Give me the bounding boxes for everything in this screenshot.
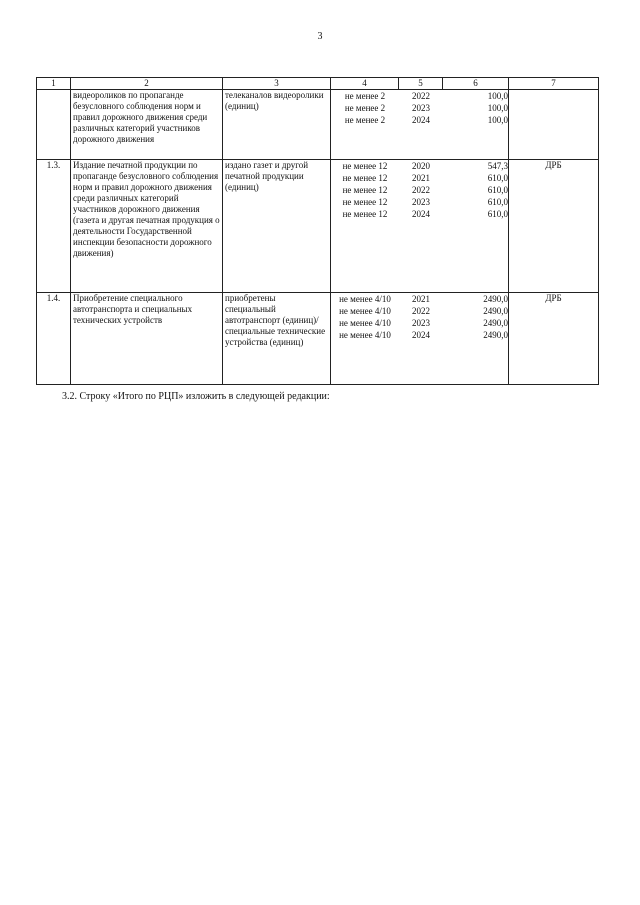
- target-value: не менее 4/10: [339, 330, 391, 340]
- amount-value: 100,0: [487, 91, 508, 101]
- row-number: 1.4.: [37, 293, 71, 385]
- year-row: [331, 91, 508, 103]
- executor: ДРБ: [509, 160, 599, 293]
- table-row: [37, 160, 599, 293]
- header-cell: 6: [443, 78, 509, 90]
- target-value: не менее 12: [342, 197, 388, 207]
- target-value: не менее 4/10: [339, 318, 391, 328]
- year-value: 2024: [412, 209, 430, 219]
- target-value: не менее 12: [342, 161, 388, 171]
- year-row: [331, 209, 508, 221]
- table-row: [37, 293, 599, 385]
- program-table: [36, 77, 599, 385]
- executor: ДРБ: [509, 293, 599, 385]
- year-value: 2021: [412, 173, 430, 183]
- page-number: 3: [317, 31, 323, 42]
- indicator-name: издано газет и другой печатной продукции (единиц): [223, 160, 331, 293]
- yearly-subtable: [331, 294, 508, 342]
- header-cell: 7: [509, 78, 599, 90]
- target-value: не менее 4/10: [339, 306, 391, 316]
- year-row: [331, 161, 508, 173]
- amount-value: 2490,0: [483, 330, 508, 340]
- yearly-values: [331, 293, 509, 385]
- amount-value: 100,0: [487, 103, 508, 113]
- year-value: 2024: [412, 330, 430, 340]
- header-cell: 4: [331, 78, 399, 90]
- year-value: 2022: [412, 306, 430, 316]
- table-header-row: [37, 78, 599, 90]
- target-value: не менее 4/10: [339, 294, 391, 304]
- header-cell: 2: [71, 78, 223, 90]
- year-value: 2022: [412, 185, 430, 195]
- indicator-name: телеканалов видеоролики (единиц): [223, 90, 331, 160]
- executor: [509, 90, 599, 160]
- amount-value: 610,0: [487, 173, 508, 183]
- amount-value: 610,0: [487, 209, 508, 219]
- row-number: [37, 90, 71, 160]
- target-value: не менее 12: [342, 209, 388, 219]
- year-row: [331, 294, 508, 306]
- year-row: [331, 197, 508, 209]
- year-row: [331, 173, 508, 185]
- header-cell: 1: [37, 78, 71, 90]
- yearly-values: [331, 90, 509, 160]
- measure-name: видеороликов по пропаганде безусловного соблюдения норм и правил дорожного движения среди различных категорий участников дорожного движения: [71, 90, 223, 160]
- header-cell: 5: [399, 78, 443, 90]
- amount-value: 2490,0: [483, 294, 508, 304]
- header-cell: 3: [223, 78, 331, 90]
- year-row: [331, 306, 508, 318]
- year-value: 2022: [412, 91, 430, 101]
- year-row: [331, 115, 508, 127]
- target-value: не менее 2: [344, 115, 386, 125]
- amount-value: 100,0: [487, 115, 508, 125]
- amount-value: 2490,0: [483, 318, 508, 328]
- target-value: не менее 12: [342, 173, 388, 183]
- year-value: 2021: [412, 294, 430, 304]
- amendment-note: 3.2. Строку «Итого по РЦП» изложить в следующей редакции:: [62, 391, 330, 402]
- indicator-name: приобретены специальный автотранспорт (единиц)/ специальные технические устройства (единиц): [223, 293, 331, 385]
- amount-value: 2490,0: [483, 306, 508, 316]
- yearly-values: [331, 160, 509, 293]
- measure-name: Издание печатной продукции по пропаганде безусловного соблюдения норм и правил дорожного движения среди различных категорий участников дорожного движения (газета и другая печатная продукция о деятельности Государственной инспекции безопасности дорожного движения): [71, 160, 223, 293]
- year-value: 2020: [412, 161, 430, 171]
- year-row: [331, 185, 508, 197]
- yearly-subtable: [331, 161, 508, 221]
- measure-name: Приобретение специального автотранспорта и специальных технических устройств: [71, 293, 223, 385]
- table-row: [37, 90, 599, 160]
- year-row: [331, 330, 508, 342]
- year-value: 2024: [412, 115, 430, 125]
- row-number: 1.3.: [37, 160, 71, 293]
- yearly-subtable: [331, 91, 508, 127]
- year-value: 2023: [412, 318, 430, 328]
- amount-value: 610,0: [487, 185, 508, 195]
- amount-value: 547,3: [487, 161, 508, 171]
- year-row: [331, 318, 508, 330]
- target-value: не менее 2: [344, 91, 386, 101]
- target-value: не менее 12: [342, 185, 388, 195]
- year-row: [331, 103, 508, 115]
- amount-value: 610,0: [487, 197, 508, 207]
- year-value: 2023: [412, 197, 430, 207]
- year-value: 2023: [412, 103, 430, 113]
- target-value: не менее 2: [344, 103, 386, 113]
